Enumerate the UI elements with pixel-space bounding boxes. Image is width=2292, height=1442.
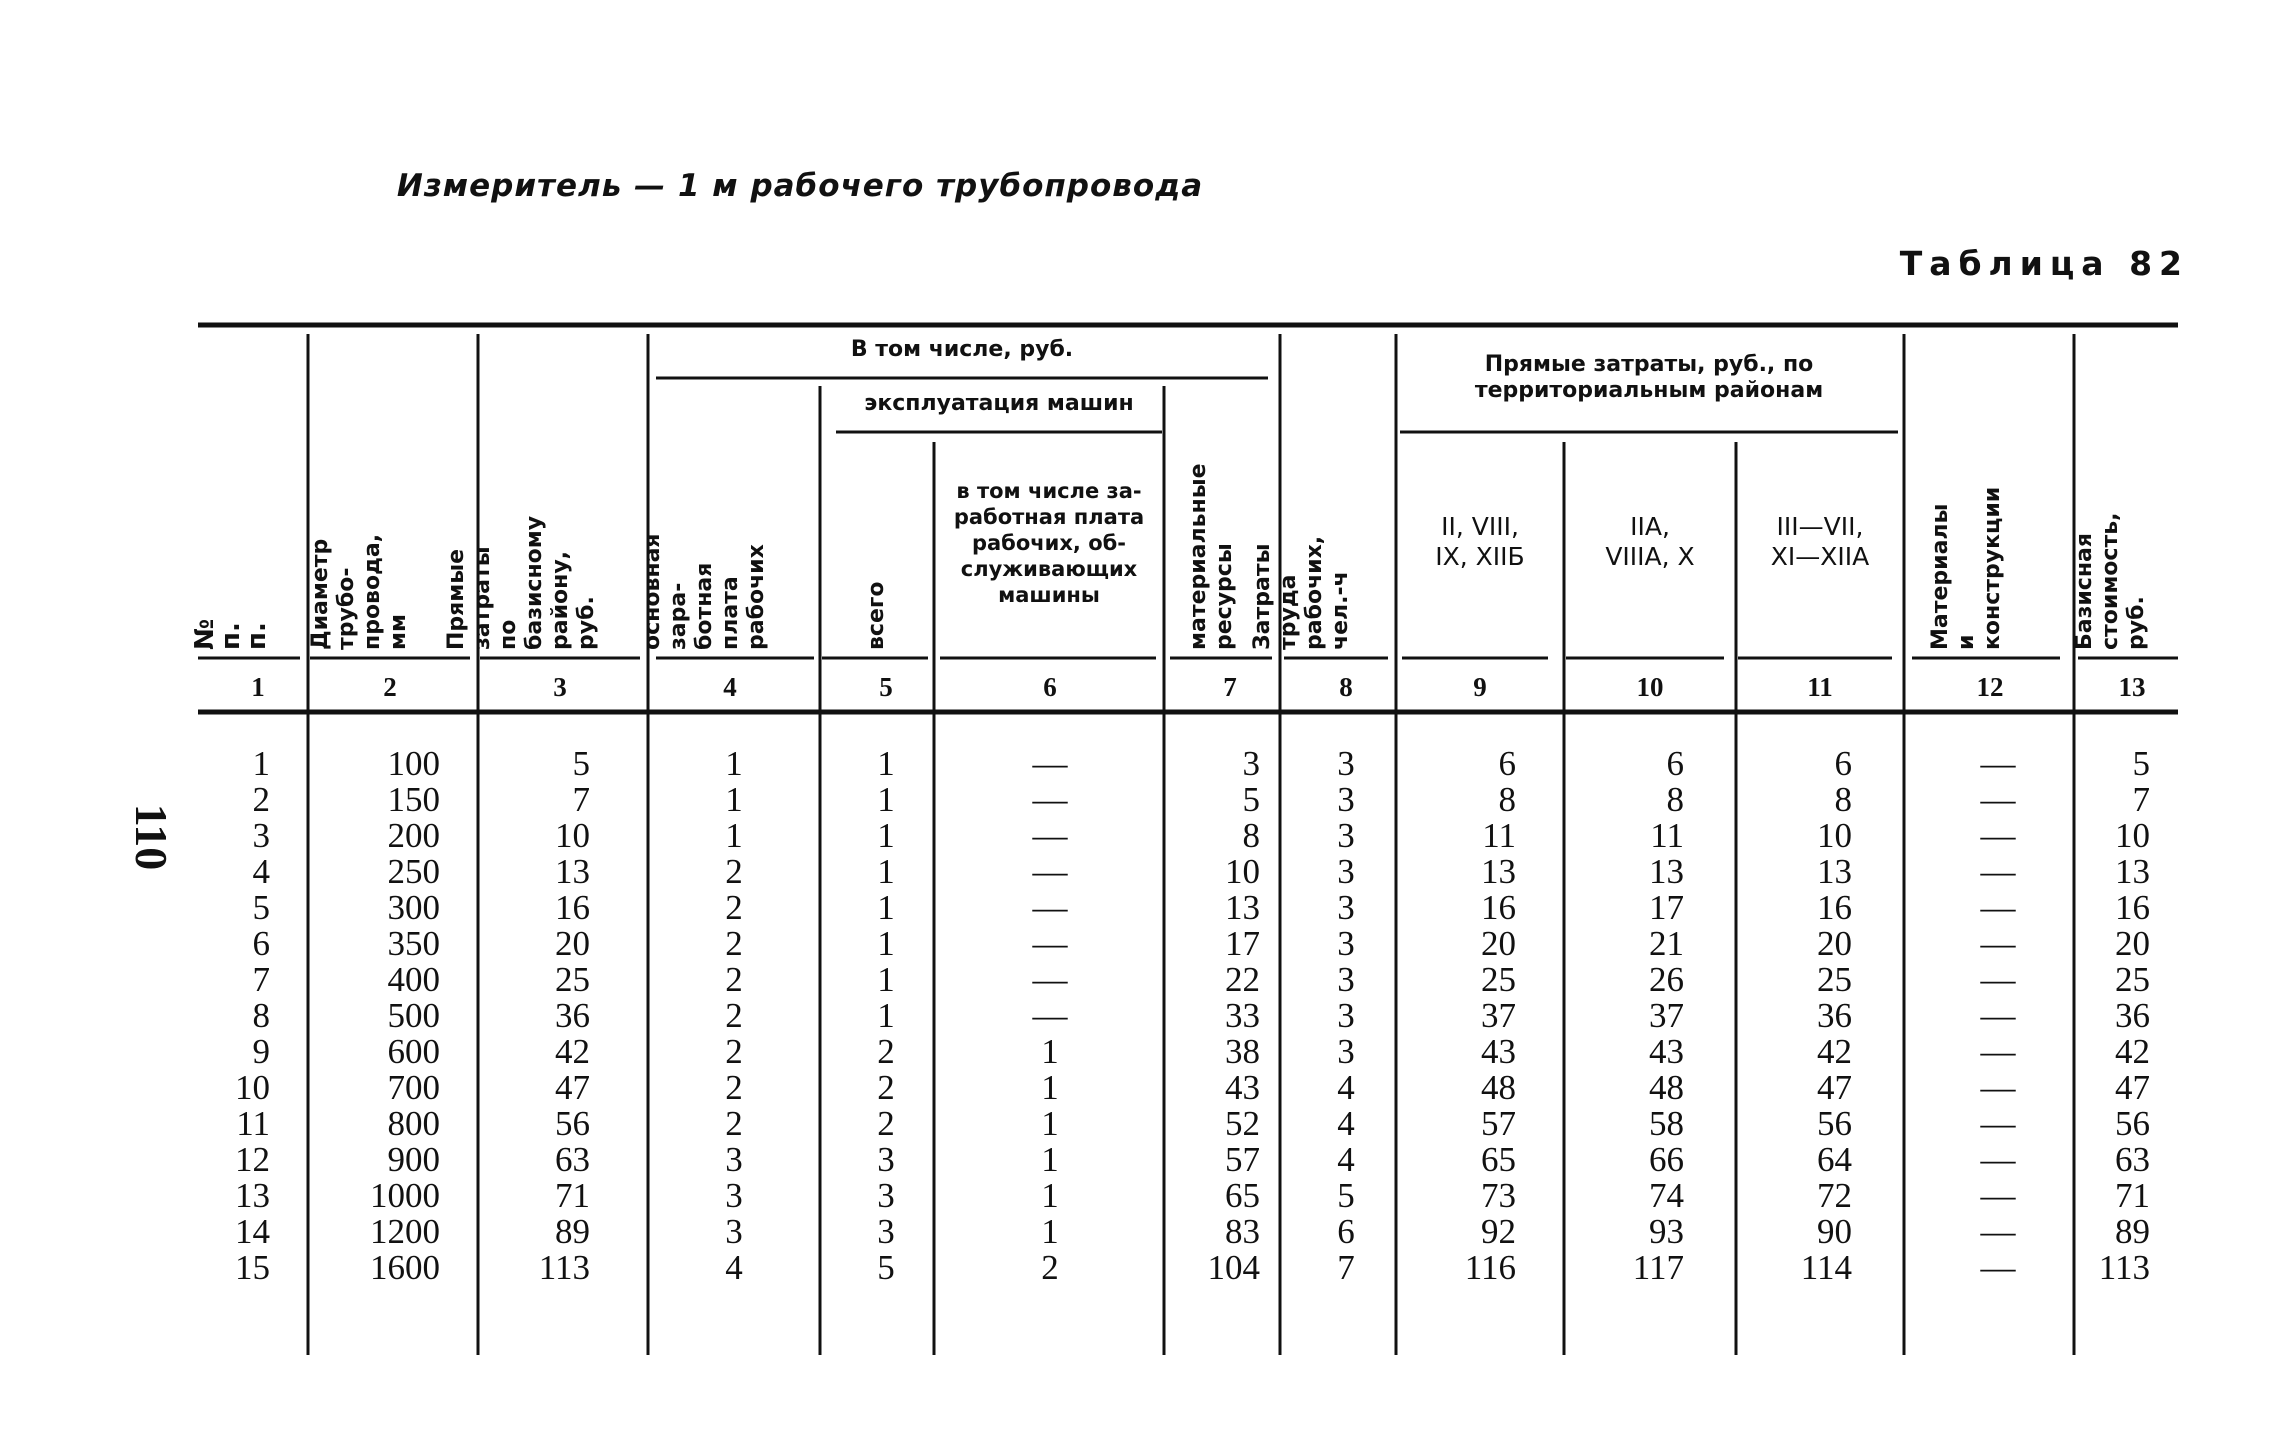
- diameter: 1200: [370, 1212, 440, 1251]
- region-cost-11: 36: [1817, 996, 1852, 1035]
- table-row: [0, 890, 2292, 926]
- header-c2-wrap: [308, 360, 438, 650]
- region-cost-10: 6: [1666, 744, 1684, 783]
- machines-wages: —: [1032, 744, 1068, 783]
- diameter: 100: [387, 744, 440, 783]
- materials-structures: —: [1980, 1032, 2016, 1071]
- wages: 2: [725, 888, 743, 927]
- machines-total: 2: [877, 1032, 895, 1071]
- labor-hours: 3: [1337, 924, 1355, 963]
- diameter: 200: [387, 816, 440, 855]
- region-cost-11: 90: [1817, 1212, 1852, 1251]
- machines-total: 5: [877, 1248, 895, 1287]
- region-cost-9: 11: [1482, 816, 1516, 855]
- header-c4-wrap: [640, 400, 790, 650]
- machines-wages: 1: [1041, 1068, 1059, 1107]
- region-cost-11: 72: [1817, 1176, 1852, 1215]
- labor-hours: 4: [1337, 1104, 1355, 1143]
- machines-wages: —: [1032, 960, 1068, 999]
- region-cost-11: 10: [1817, 816, 1852, 855]
- region-cost-10: 93: [1649, 1212, 1684, 1251]
- region-cost-11: 47: [1817, 1068, 1852, 1107]
- machines-total: 3: [877, 1176, 895, 1215]
- region-cost-11: 25: [1817, 960, 1852, 999]
- labor-hours: 3: [1337, 1032, 1355, 1071]
- header-c5: всего: [864, 581, 889, 650]
- region-cost-11: 114: [1800, 1248, 1852, 1287]
- machines-total: 3: [877, 1212, 895, 1251]
- materials-structures: —: [1980, 1176, 2016, 1215]
- region-cost-10: 8: [1666, 780, 1684, 819]
- table-row: [0, 998, 2292, 1034]
- direct-costs-base: 113: [538, 1248, 590, 1287]
- region-cost-10: 13: [1649, 852, 1684, 891]
- header-c5-wrap: [860, 540, 910, 650]
- labor-hours: 5: [1337, 1176, 1355, 1215]
- material-resources: 22: [1225, 960, 1260, 999]
- table-row: [0, 1070, 2292, 1106]
- direct-costs-base: 7: [572, 780, 590, 819]
- direct-costs-base: 63: [555, 1140, 590, 1179]
- material-resources: 10: [1225, 852, 1260, 891]
- region-cost-10: 26: [1649, 960, 1684, 999]
- labor-hours: 7: [1337, 1248, 1355, 1287]
- material-resources: 33: [1225, 996, 1260, 1035]
- base-cost: 20: [2115, 924, 2150, 963]
- region-cost-9: 116: [1464, 1248, 1516, 1287]
- region-cost-9: 13: [1481, 852, 1516, 891]
- row-number: 5: [252, 888, 270, 927]
- region-cost-11: 42: [1817, 1032, 1852, 1071]
- materials-structures: —: [1980, 852, 2016, 891]
- labor-hours: 3: [1337, 852, 1355, 891]
- column-number: 6: [1043, 672, 1057, 702]
- machines-total: 2: [877, 1068, 895, 1107]
- materials-structures: —: [1980, 816, 2016, 855]
- material-resources: 8: [1242, 816, 1260, 855]
- material-resources: 104: [1207, 1248, 1260, 1287]
- machines-wages: —: [1032, 852, 1068, 891]
- column-number: 2: [383, 672, 397, 702]
- materials-structures: —: [1980, 1140, 2016, 1179]
- machines-wages: 1: [1041, 1212, 1059, 1251]
- material-resources: 38: [1225, 1032, 1260, 1071]
- column-number: 9: [1473, 672, 1487, 702]
- group-header-regions: Прямые затраты, руб., по территориальным районам: [1474, 352, 1824, 403]
- table-row: [0, 962, 2292, 998]
- wages: 2: [725, 1032, 743, 1071]
- materials-structures: —: [1980, 1068, 2016, 1107]
- materials-structures: —: [1980, 888, 2016, 927]
- machines-total: 1: [877, 996, 895, 1035]
- diameter: 1600: [370, 1248, 440, 1287]
- region-cost-11: 13: [1817, 852, 1852, 891]
- material-resources: 17: [1225, 924, 1260, 963]
- table-row: [0, 746, 2292, 782]
- region-cost-11: 8: [1834, 780, 1852, 819]
- wages: 1: [725, 816, 743, 855]
- labor-hours: 4: [1337, 1140, 1355, 1179]
- base-cost: 36: [2115, 996, 2150, 1035]
- machines-total: 3: [877, 1140, 895, 1179]
- wages: 4: [725, 1248, 743, 1287]
- direct-costs-base: 13: [555, 852, 590, 891]
- labor-hours: 3: [1337, 960, 1355, 999]
- direct-costs-base: 42: [555, 1032, 590, 1071]
- materials-structures: —: [1980, 1248, 2016, 1287]
- base-cost: 63: [2115, 1140, 2150, 1179]
- diameter: 500: [387, 996, 440, 1035]
- machines-total: 1: [877, 780, 895, 819]
- region-cost-10: 43: [1649, 1032, 1684, 1071]
- machines-total: 1: [877, 816, 895, 855]
- region-cost-11: 16: [1817, 888, 1852, 927]
- material-resources: 65: [1225, 1176, 1260, 1215]
- region-cost-9: 20: [1481, 924, 1516, 963]
- labor-hours: 3: [1337, 816, 1355, 855]
- labor-hours: 3: [1337, 744, 1355, 783]
- header-c10: IIA, VIIIA, X: [1605, 512, 1695, 571]
- direct-costs-base: 89: [555, 1212, 590, 1251]
- wages: 2: [725, 1068, 743, 1107]
- base-cost: 56: [2115, 1104, 2150, 1143]
- machines-total: 1: [877, 924, 895, 963]
- base-cost: 42: [2115, 1032, 2150, 1071]
- header-c4: основная зара- ботная плата рабочих: [640, 533, 769, 650]
- row-number: 15: [235, 1248, 270, 1287]
- material-resources: 5: [1242, 780, 1260, 819]
- machines-total: 1: [877, 852, 895, 891]
- table-row: [0, 1214, 2292, 1250]
- material-resources: 57: [1225, 1140, 1260, 1179]
- labor-hours: 3: [1337, 780, 1355, 819]
- header-c1: № п. п.: [190, 618, 272, 650]
- column-number: 12: [1976, 672, 2004, 702]
- diameter: 900: [387, 1140, 440, 1179]
- base-cost: 5: [2132, 744, 2150, 783]
- materials-structures: —: [1980, 924, 2016, 963]
- materials-structures: —: [1980, 1212, 2016, 1251]
- wages: 2: [725, 996, 743, 1035]
- base-cost: 25: [2115, 960, 2150, 999]
- direct-costs-base: 10: [555, 816, 590, 855]
- header-c8-wrap: [1250, 400, 1380, 650]
- wages: 3: [725, 1140, 743, 1179]
- wages: 2: [725, 924, 743, 963]
- row-number: 12: [235, 1140, 270, 1179]
- region-cost-10: 58: [1649, 1104, 1684, 1143]
- labor-hours: 3: [1337, 888, 1355, 927]
- row-number: 7: [252, 960, 270, 999]
- region-cost-10: 66: [1649, 1140, 1684, 1179]
- material-resources: 3: [1242, 744, 1260, 783]
- wages: 3: [725, 1176, 743, 1215]
- machines-wages: 1: [1041, 1104, 1059, 1143]
- direct-costs-base: 56: [555, 1104, 590, 1143]
- table-row: [0, 1250, 2292, 1286]
- row-number: 8: [252, 996, 270, 1035]
- region-cost-10: 17: [1649, 888, 1684, 927]
- labor-hours: 4: [1337, 1068, 1355, 1107]
- machines-wages: —: [1032, 816, 1068, 855]
- machines-total: 1: [877, 960, 895, 999]
- base-cost: 47: [2115, 1068, 2150, 1107]
- direct-costs-base: 71: [555, 1176, 590, 1215]
- header-c2: Диаметр трубо- провода, мм: [308, 533, 411, 650]
- machines-wages: —: [1032, 924, 1068, 963]
- direct-costs-base: 36: [555, 996, 590, 1035]
- diameter: 1000: [370, 1176, 440, 1215]
- machines-wages: —: [1032, 996, 1068, 1035]
- region-cost-9: 57: [1481, 1104, 1516, 1143]
- region-cost-11: 56: [1817, 1104, 1852, 1143]
- region-cost-11: 20: [1817, 924, 1852, 963]
- base-cost: 89: [2115, 1212, 2150, 1251]
- region-cost-9: 25: [1481, 960, 1516, 999]
- region-cost-10: 74: [1649, 1176, 1684, 1215]
- row-number: 1: [252, 744, 270, 783]
- labor-hours: 6: [1337, 1212, 1355, 1251]
- diameter: 800: [387, 1104, 440, 1143]
- machines-total: 1: [877, 744, 895, 783]
- wages: 1: [725, 744, 743, 783]
- column-number: 5: [879, 672, 893, 702]
- region-cost-9: 8: [1498, 780, 1516, 819]
- group-header-machines: эксплуатация машин: [864, 391, 1134, 416]
- material-resources: 13: [1225, 888, 1260, 927]
- header-c12-wrap: [1928, 440, 2032, 650]
- header-c1-wrap: [190, 500, 288, 650]
- row-number: 3: [252, 816, 270, 855]
- material-resources: 52: [1225, 1104, 1260, 1143]
- base-cost: 113: [2098, 1248, 2150, 1287]
- region-cost-10: 37: [1649, 996, 1684, 1035]
- region-cost-10: 11: [1650, 816, 1684, 855]
- machines-wages: 2: [1041, 1248, 1059, 1287]
- table-title: Таблица 82: [1899, 244, 2189, 283]
- diameter: 350: [387, 924, 440, 963]
- region-cost-10: 21: [1649, 924, 1684, 963]
- row-number: 10: [235, 1068, 270, 1107]
- materials-structures: —: [1980, 960, 2016, 999]
- group-header-incl: В том числе, руб.: [850, 337, 1074, 362]
- labor-hours: 3: [1337, 996, 1355, 1035]
- column-number: 10: [1636, 672, 1664, 702]
- region-cost-9: 16: [1481, 888, 1516, 927]
- column-number: 11: [1807, 672, 1833, 702]
- direct-costs-base: 25: [555, 960, 590, 999]
- measure-caption: Измеритель — 1 м рабочего трубопровода: [396, 168, 1204, 204]
- base-cost: 13: [2115, 852, 2150, 891]
- column-number: 7: [1223, 672, 1237, 702]
- machines-wages: —: [1032, 780, 1068, 819]
- diameter: 700: [387, 1068, 440, 1107]
- diameter: 150: [387, 780, 440, 819]
- base-cost: 10: [2115, 816, 2150, 855]
- diameter: 400: [387, 960, 440, 999]
- column-number: 13: [2118, 672, 2146, 702]
- wages: 2: [725, 1104, 743, 1143]
- wages: 1: [725, 780, 743, 819]
- region-cost-9: 65: [1481, 1140, 1516, 1179]
- header-c8: Затраты труда рабочих, чел.-ч: [1250, 535, 1353, 650]
- materials-structures: —: [1980, 1104, 2016, 1143]
- region-cost-9: 6: [1498, 744, 1516, 783]
- region-cost-9: 37: [1481, 996, 1516, 1035]
- row-number: 6: [252, 924, 270, 963]
- materials-structures: —: [1980, 996, 2016, 1035]
- region-cost-9: 48: [1481, 1068, 1516, 1107]
- direct-costs-base: 20: [555, 924, 590, 963]
- header-c3: Прямые затраты по базисному району, руб.: [444, 515, 599, 650]
- row-number: 9: [252, 1032, 270, 1071]
- header-c11: III—VII, XI—XIIA: [1770, 512, 1870, 571]
- header-c6: в том числе за- работная плата рабочих, об- служивающих машины: [953, 479, 1145, 607]
- header-c3-wrap: [444, 340, 620, 650]
- region-cost-11: 6: [1834, 744, 1852, 783]
- table-row: [0, 1106, 2292, 1142]
- machines-wages: 1: [1041, 1032, 1059, 1071]
- table-row: [0, 782, 2292, 818]
- base-cost: 71: [2115, 1176, 2150, 1215]
- row-number: 13: [235, 1176, 270, 1215]
- column-number: 4: [723, 672, 737, 702]
- page-number: 110: [126, 803, 177, 871]
- region-cost-10: 48: [1649, 1068, 1684, 1107]
- header-c12: Материалы и конструкции: [1928, 486, 2005, 650]
- machines-total: 2: [877, 1104, 895, 1143]
- column-number: 8: [1339, 672, 1353, 702]
- table-row: [0, 1142, 2292, 1178]
- table-row: [0, 854, 2292, 890]
- region-cost-9: 43: [1481, 1032, 1516, 1071]
- row-number: 4: [252, 852, 270, 891]
- diameter: 300: [387, 888, 440, 927]
- machines-total: 1: [877, 888, 895, 927]
- header-c13: Базисная стоимость, руб.: [2072, 512, 2149, 650]
- base-cost: 16: [2115, 888, 2150, 927]
- row-number: 11: [236, 1104, 270, 1143]
- material-resources: 83: [1225, 1212, 1260, 1251]
- base-cost: 7: [2132, 780, 2150, 819]
- row-number: 2: [252, 780, 270, 819]
- wages: 3: [725, 1212, 743, 1251]
- wages: 2: [725, 960, 743, 999]
- table-row: [0, 926, 2292, 962]
- diameter: 250: [387, 852, 440, 891]
- direct-costs-base: 47: [555, 1068, 590, 1107]
- table-row: [0, 818, 2292, 854]
- machines-wages: —: [1032, 888, 1068, 927]
- region-cost-9: 92: [1481, 1212, 1516, 1251]
- machines-wages: 1: [1041, 1176, 1059, 1215]
- column-number: 3: [553, 672, 567, 702]
- region-cost-10: 117: [1632, 1248, 1684, 1287]
- material-resources: 43: [1225, 1068, 1260, 1107]
- diameter: 600: [387, 1032, 440, 1071]
- header-c7: материальные ресурсы: [1186, 463, 1237, 650]
- table-row: [0, 1178, 2292, 1214]
- machines-wages: 1: [1041, 1140, 1059, 1179]
- direct-costs-base: 16: [555, 888, 590, 927]
- table-row: [0, 1034, 2292, 1070]
- materials-structures: —: [1980, 780, 2016, 819]
- column-number: 1: [251, 672, 265, 702]
- region-cost-9: 73: [1481, 1176, 1516, 1215]
- wages: 2: [725, 852, 743, 891]
- header-c13-wrap: [2072, 340, 2176, 650]
- row-number: 14: [235, 1212, 270, 1251]
- header-c9: II, VIII, IX, XIIБ: [1435, 512, 1525, 571]
- direct-costs-base: 5: [572, 744, 590, 783]
- region-cost-11: 64: [1817, 1140, 1852, 1179]
- materials-structures: —: [1980, 744, 2016, 783]
